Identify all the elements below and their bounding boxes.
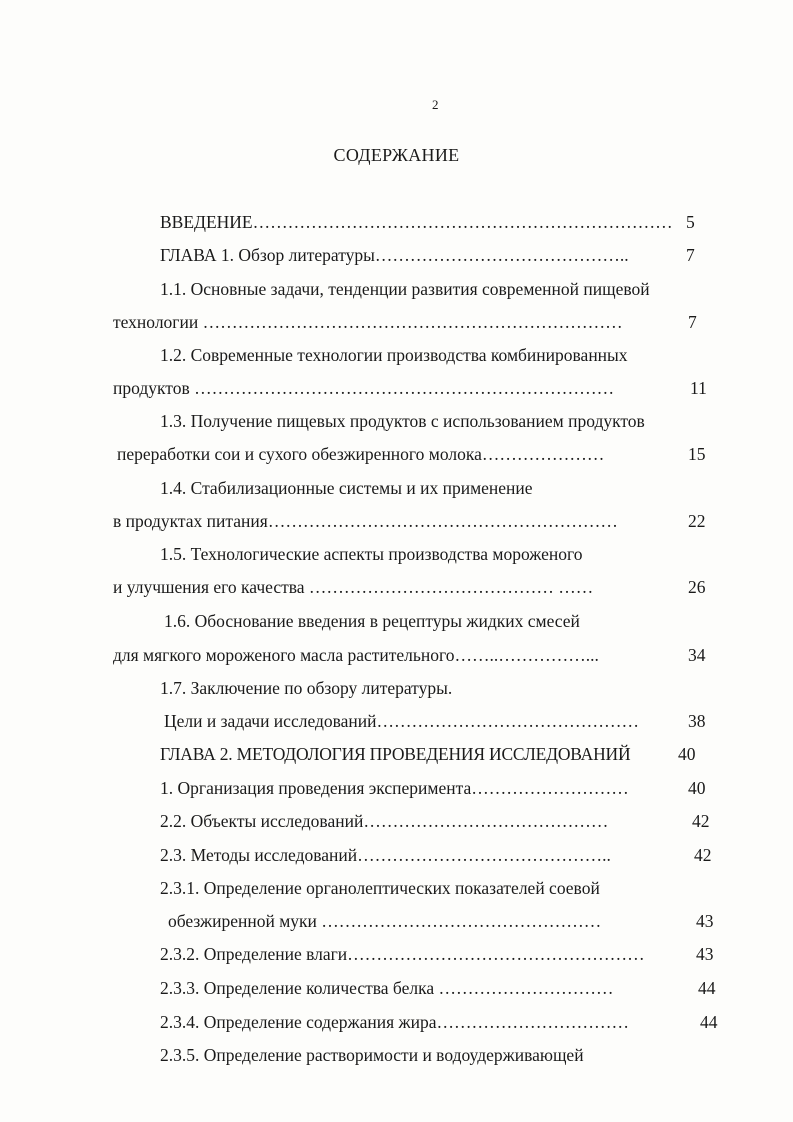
- page-number: 2: [432, 97, 439, 112]
- page-title: СОДЕРЖАНИЕ: [333, 145, 460, 165]
- toc-entry-page: 15: [688, 444, 706, 464]
- toc-entry-text-cont: и улучшения его качества …………………………………… ……: [113, 577, 594, 597]
- toc-entry-page: 7: [686, 245, 695, 265]
- toc-entry-page: 42: [694, 845, 712, 865]
- toc-entry-page: 43: [696, 944, 714, 964]
- toc-entry-text: 2.3.4. Определение содержания жира……………………………: [160, 1012, 630, 1032]
- toc-entry-page: 44: [698, 978, 716, 998]
- toc-entry-text-cont: обезжиренной муки …………………………………………: [168, 911, 602, 931]
- toc-entry-text: 2.3.1. Определение органолептических показателей соевой: [160, 878, 600, 898]
- toc-entry-text: 1.4. Стабилизационные системы и их применение: [160, 478, 533, 498]
- toc-entry-text-cont: в продуктах питания……………………………………………………: [113, 511, 618, 531]
- toc-entry-page: 40: [688, 778, 706, 798]
- toc-entry-page: 26: [688, 577, 706, 597]
- toc-entry-text: 2.3. Методы исследований……………………………………..: [160, 845, 611, 865]
- toc-entry-page: 44: [700, 1012, 718, 1032]
- toc-entry-text: ГЛАВА 1. Обзор литературы……………………………………..: [160, 245, 629, 265]
- toc-entry-page: 34: [688, 645, 706, 665]
- toc-entry-page: 43: [696, 911, 714, 931]
- toc-entry-page: 38: [688, 711, 706, 731]
- toc-entry-page: 40: [678, 744, 696, 764]
- toc-entry-text: 1.6. Обоснование введения в рецептуры жидких смесей: [164, 611, 580, 631]
- toc-entry-page: 22: [688, 511, 706, 531]
- toc-entry-text: ВВЕДЕНИЕ………………………………………………………………: [160, 212, 673, 232]
- toc-entry-text: 1.5. Технологические аспекты производства мороженого: [160, 544, 583, 564]
- toc-entry-text-cont: технологии ………………………………………………………………: [113, 312, 623, 332]
- toc-entry-page: 7: [688, 312, 697, 332]
- toc-entry-text: 1. Организация проведения эксперимента………………………: [160, 778, 629, 798]
- toc-entry-text-cont: продуктов ………………………………………………………………: [113, 378, 615, 398]
- toc-entry-text: 1.2. Современные технологии производства комбинированных: [160, 345, 628, 365]
- toc-entry-text: 1.3. Получение пищевых продуктов с использованием продуктов: [160, 411, 645, 431]
- toc-entry-text-cont: Цели и задачи исследований………………………………………: [164, 711, 640, 731]
- toc-entry-text: 2.3.2. Определение влаги……………………………………………: [160, 944, 645, 964]
- toc-entry-text: 1.7. Заключение по обзору литературы.: [160, 678, 453, 698]
- toc-entry-text: 1.1. Основные задачи, тенденции развития современной пищевой: [160, 279, 650, 299]
- toc-entry-page: 42: [692, 811, 710, 831]
- toc-entry-text: 2.3.5. Определение растворимости и водоудерживающей: [160, 1045, 584, 1065]
- toc-entry-page: 5: [686, 212, 695, 232]
- toc-entry-text-cont: для мягкого мороженого масла растительного……..……………...: [113, 645, 599, 665]
- toc-entry-page: 11: [690, 378, 707, 398]
- toc-entry-text: ГЛАВА 2. МЕТОДОЛОГИЯ ПРОВЕДЕНИЯ ИССЛЕДОВАНИЙ: [160, 744, 631, 764]
- toc-entry-text-cont: переработки сои и сухого обезжиренного молока…………………: [117, 444, 605, 464]
- toc-entry-text: 2.3.3. Определение количества белка …………………………: [160, 978, 614, 998]
- toc-entry-text: 2.2. Объекты исследований……………………………………: [160, 811, 609, 831]
